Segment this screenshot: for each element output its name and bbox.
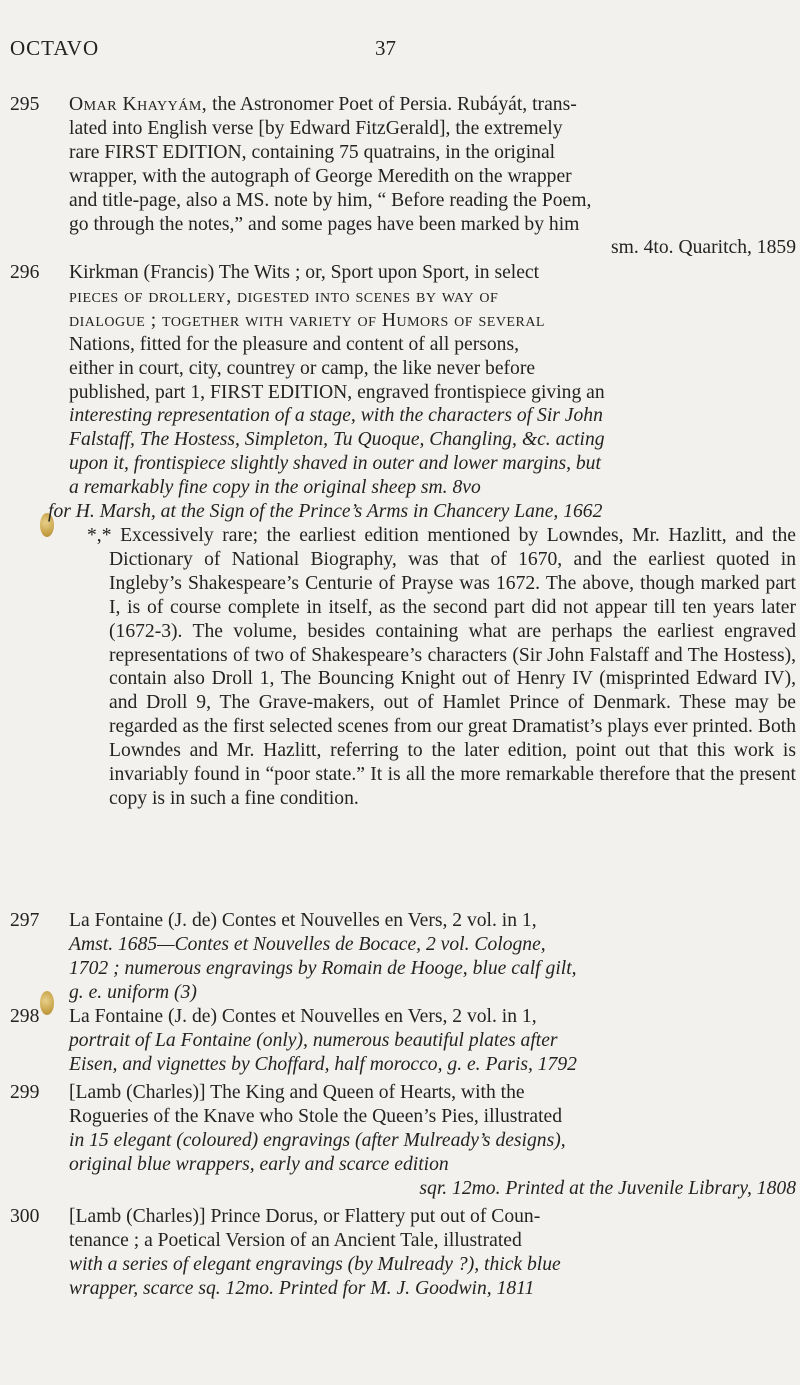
lot-text-line: g. e. uniform (3) [69, 981, 197, 1003]
lot-text-line: Rogueries of the Knave who Stole the Queen’s Pies, illustrated [69, 1105, 563, 1127]
lot-number: 298 [10, 1006, 40, 1027]
lot-text-line: interesting representation of a stage, with the characters of Sir John [69, 405, 603, 427]
lot-text-line: go through the notes,” and some pages have been marked by him [69, 213, 580, 235]
lot-entry [10, 93, 796, 260]
lot-description [69, 1205, 796, 1301]
lot-description [69, 1005, 796, 1077]
lot-description [69, 909, 796, 1005]
lot-number: 300 [10, 1206, 40, 1227]
lot-text-line: Nations, fitted for the pleasure and content of all persons, [69, 333, 519, 355]
lot-number: 297 [10, 910, 40, 931]
lot-text-line: La Fontaine (J. de) Contes et Nouvelles en Vers, 2 vol. in 1, [69, 1006, 537, 1027]
lot-text-line: Eisen, and vignettes by Choffard, half morocco, g. e. Paris, 1792 [69, 1053, 577, 1075]
lot-text-line: either in court, city, countrey or camp, the like never before [69, 357, 536, 379]
lot-text-line: tenance ; a Poetical Version of an Ancient Tale, illustrated [69, 1229, 522, 1251]
lot-entry [10, 261, 796, 811]
lot-entry [10, 1205, 796, 1301]
lot-number: 296 [10, 262, 40, 283]
lot-text-line: 1702 ; numerous engravings by Romain de Hooge, blue calf gilt, [69, 957, 577, 979]
lot-text-line: pieces of drollery, digested into scenes by way of [69, 285, 499, 307]
lot-text-line: Falstaff, The Hostess, Simpleton, Tu Quoque, Changling, &c. acting [69, 429, 605, 451]
lot-entry [10, 1005, 796, 1077]
lot-text-line: [Lamb (Charles)] The King and Queen of Hearts, with the [69, 1082, 525, 1103]
lot-number: 299 [10, 1082, 40, 1103]
lot-text-line: wrapper, scarce sq. 12mo. Printed for M. J. Goodwin, 1811 [69, 1277, 535, 1299]
lot-text-line: upon it, frontispiece slightly shaved in outer and lower margins, but [69, 453, 601, 475]
lot-imprint: for H. Marsh, at the Sign of the Prince’s Arms in Chancery Lane, 1662 [48, 501, 603, 523]
lot-text-line: wrapper, with the autograph of George Meredith on the wrapper [69, 165, 572, 187]
lot-imprint: sm. 4to. Quaritch, 1859 [610, 237, 796, 259]
lot-text-line: portrait of La Fontaine (only), numerous beautiful plates after [69, 1029, 558, 1051]
lot-number: 295 [10, 94, 40, 115]
lot-text-line: [Lamb (Charles)] Prince Dorus, or Flattery put out of Coun- [69, 1206, 541, 1227]
lot-text-line: lated into English verse [by Edward FitzGerald], the extremely [69, 117, 563, 139]
lot-note: *,* Excessively rare; the earliest edition mentioned by Lowndes, Mr. Hazlitt, and the Dictionary of National Biography, was that of 1670, and the earliest quoted in Ingleby’s Shakespeare’s Centurie of Prayse was 1672. The above, though marked part I, is of course complete in itself, as the second part did not appear till ten years later (1672-3). The volume, besides containing what are perhaps the earliest engraved representations of two of Shakespeare’s characters (Sir John Falstaff and The Hostess), contain also Droll 1, The Bouncing Knight out of Henry IV (misprinted Edward IV), and Droll 9, The Grave-makers, out of Hamlet Prince of Denmark. These may be regarded as the first selected scenes from our great Dramatist’s plays ever printed. Both Lowndes and Mr. Hazlitt, referring to the later edition, point out that this work is invariably found in “poor state.” It is all the more remarkable therefore that the present copy is in such a fine condition. [87, 524, 796, 809]
lot-description [69, 93, 796, 260]
lot-text-line: published, part 1, FIRST EDITION, engraved frontispiece giving an [69, 381, 605, 403]
lot-text-line: a remarkably fine copy in the original sheep sm. 8vo [69, 477, 481, 499]
lot-entry [10, 1081, 796, 1201]
lot-text-line: Kirkman (Francis) The Wits ; or, Sport upon Sport, in select [69, 262, 540, 283]
lot-text-line: original blue wrappers, early and scarce edition [69, 1153, 449, 1175]
lot-text-line: the Astronomer Poet of Persia. Rubáyát, trans- [212, 94, 577, 115]
lot-text-line: in 15 elegant (coloured) engravings (after Mulready’s designs), [69, 1129, 566, 1151]
running-head-format: OCTAVO [10, 36, 100, 60]
lot-text-line: dialogue ; together with variety of Humors of several [69, 309, 545, 331]
lot-description [69, 1081, 796, 1201]
lot-text-line: La Fontaine (J. de) Contes et Nouvelles en Vers, 2 vol. in 1, [69, 910, 537, 931]
lot-description [69, 261, 796, 500]
lot-text-line: rare FIRST EDITION, containing 75 quatrains, in the original [69, 141, 556, 163]
lot-text-line: and title-page, also a MS. note by him, “ Before reading the Poem, [69, 189, 592, 211]
lot-text-line: Amst. 1685—Contes et Nouvelles de Bocace, 2 vol. Cologne, [69, 933, 546, 955]
lot-text-line: with a series of elegant engravings (by Mulready ?), thick blue [69, 1253, 561, 1275]
lot-entry [10, 909, 796, 1005]
lot-author: Omar Khayyám, [69, 94, 208, 115]
lot-imprint: sqr. 12mo. Printed at the Juvenile Library, 1808 [419, 1177, 796, 1199]
page-number: 37 [375, 36, 396, 60]
